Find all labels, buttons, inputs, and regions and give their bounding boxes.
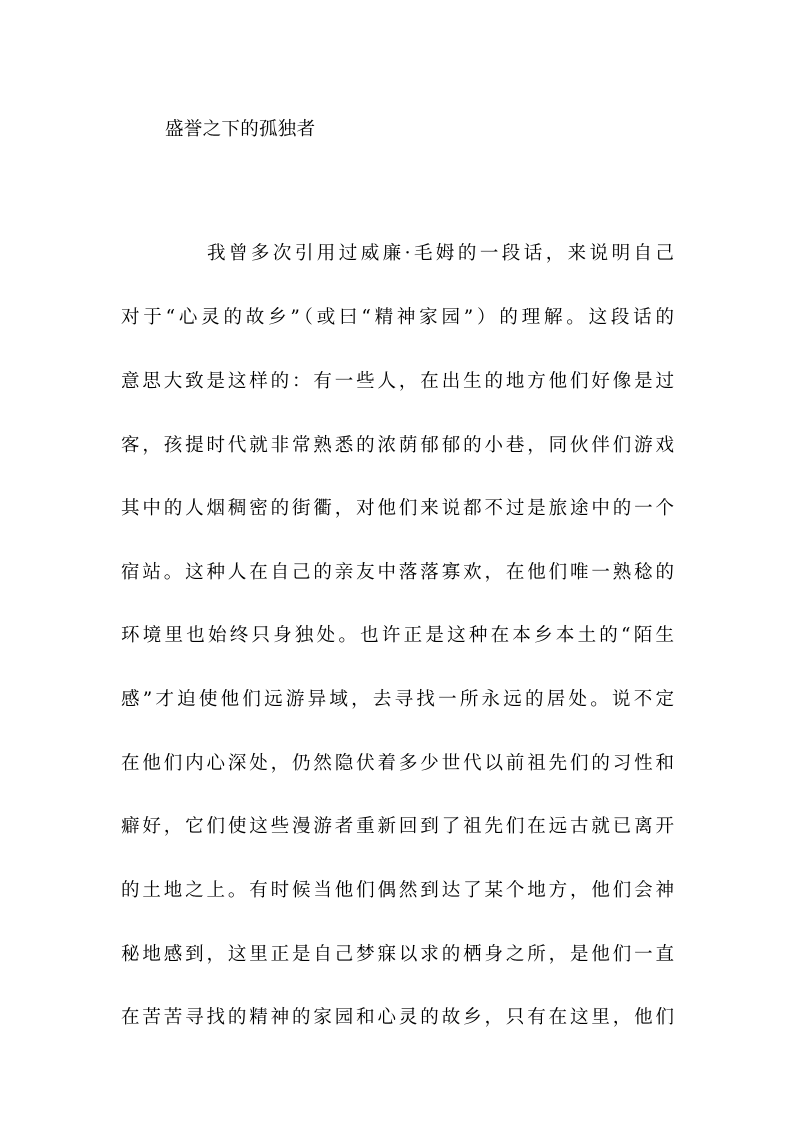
body-line-5: 其中的人烟稠密的街衢，对他们来说都不过是旅途中的一个 <box>121 498 674 519</box>
body-line-12: 秘地感到，这里正是自己梦寐以求的栖身之所，是他们一直 <box>121 944 674 965</box>
body-line-6: 宿站。这种人在自己的亲友中落落寡欢，在他们唯一熟稔的 <box>121 562 674 583</box>
body-line-3: 意思大致是这样的：有一些人，在出生的地方他们好像是过 <box>121 371 674 392</box>
body-line-8: 感”才迫使他们远游异域，去寻找一所永远的居处。说不定 <box>121 689 674 710</box>
body-line-13: 在苦苦寻找的精神的家园和心灵的故乡，只有在这里，他们 <box>121 1007 674 1028</box>
body-line-9: 在他们内心深处，仍然隐伏着多少世代以前祖先们的习性和 <box>121 753 674 774</box>
body-line-11: 的土地之上。有时候当他们偶然到达了某个地方，他们会神 <box>121 880 674 901</box>
body-line-1: 我曾多次引用过威廉·毛姆的一段话，来说明自己 <box>207 243 674 264</box>
body-line-2: 对于“心灵的故乡”（或曰“精神家园”）的理解。这段话的 <box>121 307 674 328</box>
document-title: 盛誉之下的孤独者 <box>165 119 316 140</box>
body-line-7: 环境里也始终只身独处。也许正是这种在本乡本土的“陌生 <box>121 625 674 646</box>
body-line-4: 客，孩提时代就非常熟悉的浓荫郁郁的小巷，同伙伴们游戏 <box>121 435 674 456</box>
body-line-10: 癖好，它们使这些漫游者重新回到了祖先们在远古就已离开 <box>121 816 674 837</box>
